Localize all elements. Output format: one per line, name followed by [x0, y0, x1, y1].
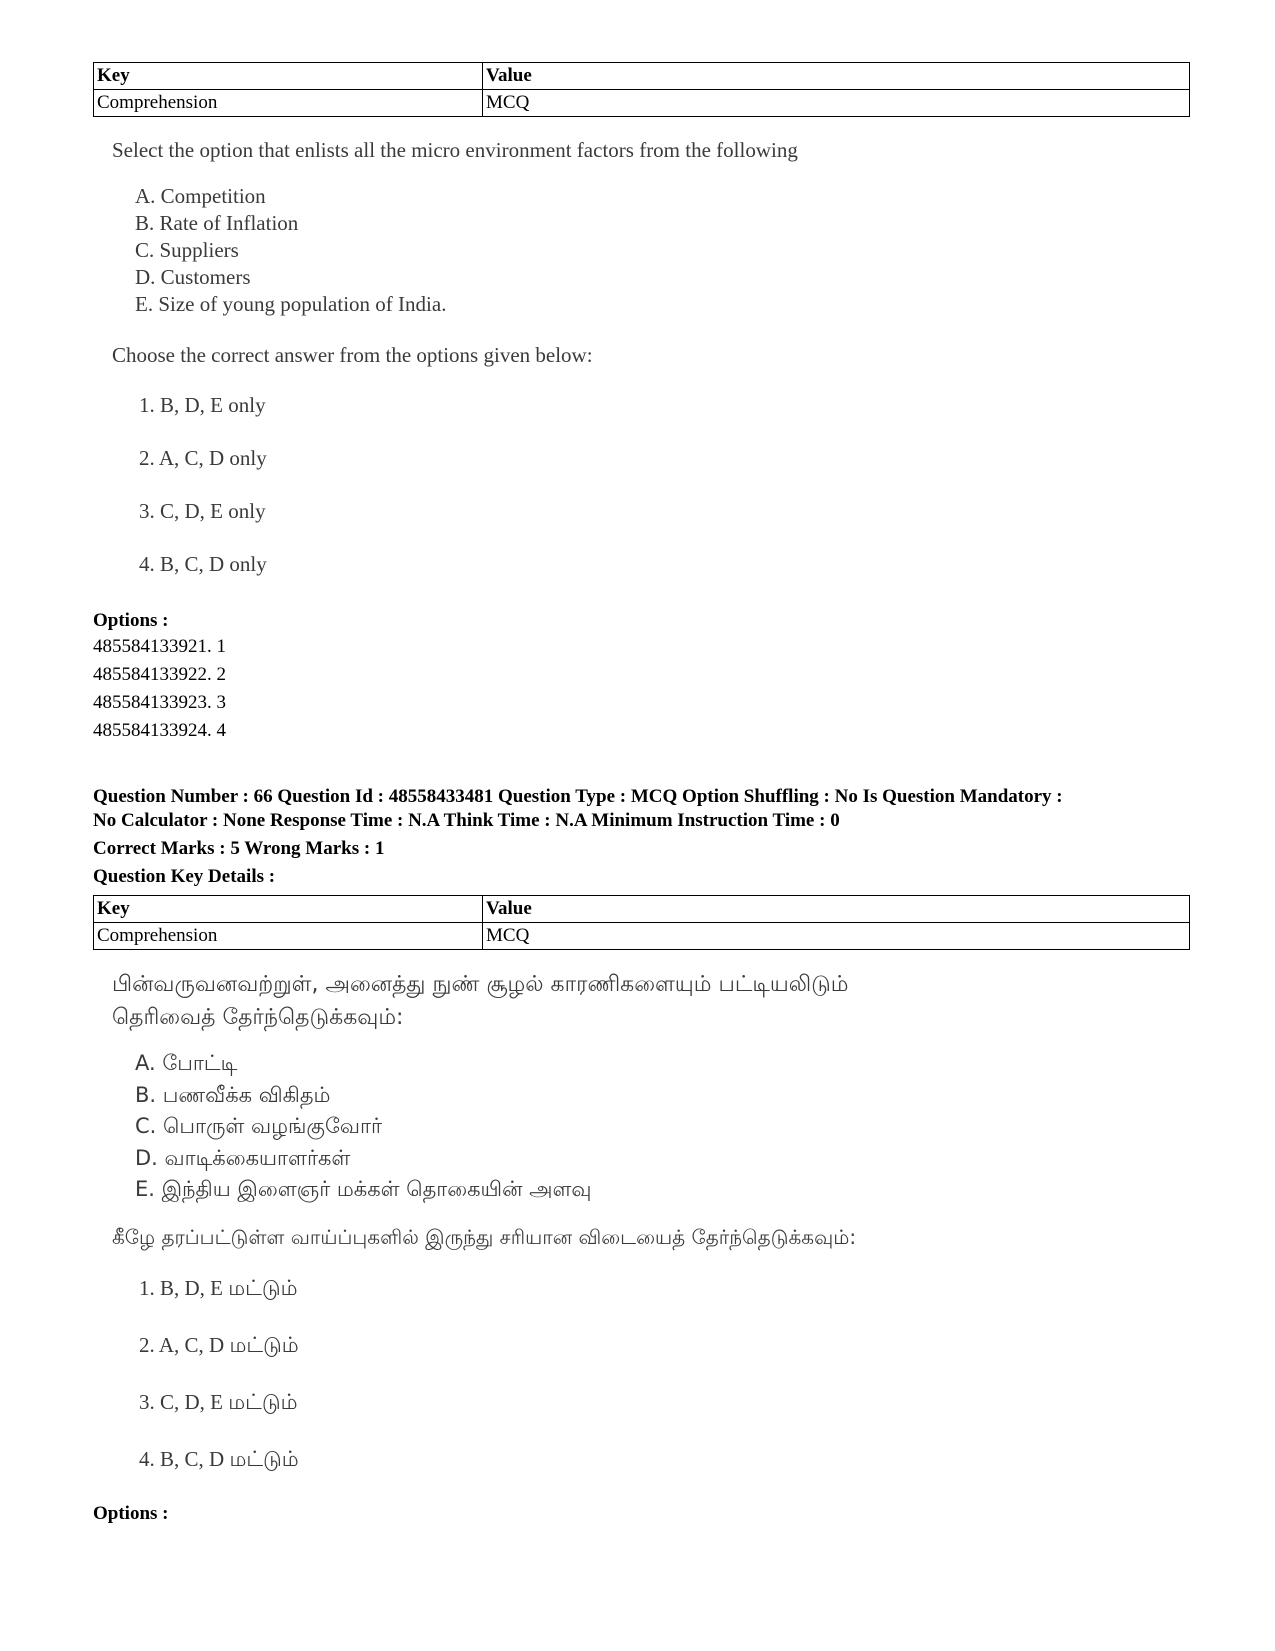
answer-choice: [139, 1374, 1190, 1431]
question-stem: [112, 968, 1190, 1034]
statement-item: E. Size of young population of India.: [135, 292, 447, 316]
statement-item: B. பணவீக்க விகிதம்: [135, 1082, 331, 1107]
statement-item: C. பொருள் வழங்குவோர்: [135, 1114, 382, 1138]
question-stem-line: பின்வருவனவற்றுள், அனைத்து நுண் சூழல் காரணிகளையும் பட்டியலிடும்: [112, 972, 849, 997]
answer-choice: 4. B, C, D only: [139, 552, 267, 576]
marks-line: Correct Marks : 5 Wrong Marks : 1: [93, 838, 385, 859]
question-meta-line: Question Number : 66 Question Id : 48558433481 Question Type : MCQ Option Shuffling : No Is Question Mandatory :: [93, 786, 1063, 807]
answer-choice: [139, 1260, 1190, 1317]
choice-letters: 1. B, D, E: [139, 1275, 229, 1300]
answer-choice: [139, 1431, 1190, 1488]
table-row: [94, 923, 1190, 950]
key-cell: Comprehension: [94, 90, 483, 117]
table-header-row: [94, 896, 1190, 923]
option-id-list: [93, 633, 1190, 745]
choice-letters: 4. B, C, D: [139, 1446, 230, 1471]
key-cell: Comprehension: [94, 923, 483, 950]
option-id-item: 485584133922. 2: [93, 664, 226, 685]
value-cell: MCQ: [483, 923, 1190, 950]
question-meta-line: No Calculator : None Response Time : N.A Think Time : N.A Minimum Instruction Time : 0: [93, 810, 840, 831]
option-id-item: 485584133921. 1: [93, 636, 226, 657]
question-paper-page: [93, 62, 1190, 1526]
answer-choice: 3. C, D, E only: [139, 499, 266, 523]
statement-item: A. Competition: [135, 184, 266, 208]
statement-item: A. போட்டி: [135, 1051, 238, 1075]
choice-suffix: மட்டும்: [228, 1389, 298, 1414]
question-instruction: கீழே தரப்பட்டுள்ள வாய்ப்புகளில் இருந்து சரியான விடையைத் தேர்ந்தெடுக்கவும்:: [112, 1224, 857, 1249]
statement-item: D. Customers: [135, 265, 251, 289]
table-header-row: [94, 63, 1190, 90]
question-key-table: [93, 895, 1190, 950]
key-header: Key: [94, 63, 483, 90]
answer-choice-list: [93, 379, 1190, 591]
table-row: [94, 90, 1190, 117]
key-header: Key: [94, 896, 483, 923]
value-header: Value: [483, 63, 1190, 90]
question-stem-line: தெரிவைத் தேர்ந்தெடுக்கவும்:: [112, 1005, 404, 1030]
option-id-item: 485584133923. 3: [93, 692, 226, 713]
question-english: [93, 137, 1190, 591]
statement-list: [135, 1048, 1190, 1206]
question-meta: [93, 785, 1190, 889]
statement-item: E. இந்திய இளைஞர் மக்கள் தொகையின் அளவு: [135, 1177, 592, 1201]
option-id-item: 485584133924. 4: [93, 720, 226, 741]
value-cell: MCQ: [483, 90, 1190, 117]
statement-item: D. வாடிக்கையாளர்கள்: [135, 1145, 351, 1170]
statement-list: [135, 183, 1190, 318]
question-instruction: Choose the correct answer from the options given below:: [112, 343, 593, 367]
choice-suffix: மட்டும்: [229, 1446, 299, 1471]
choice-letters: 3. C, D, E: [139, 1389, 229, 1414]
answer-choice-list: [93, 1260, 1190, 1488]
statement-item: C. Suppliers: [135, 238, 239, 262]
choice-letters: 2. A, C, D: [139, 1332, 230, 1357]
question-stem: Select the option that enlists all the micro environment factors from the following: [112, 138, 798, 162]
answer-choice: 2. A, C, D only: [139, 446, 267, 470]
answer-choice: [139, 1317, 1190, 1374]
choice-suffix: மட்டும்: [229, 1332, 299, 1357]
value-header: Value: [483, 896, 1190, 923]
answer-choice: 1. B, D, E only: [139, 393, 266, 417]
options-label: Options :: [93, 1502, 169, 1524]
options-label: Options :: [93, 610, 169, 631]
choice-suffix: மட்டும்: [228, 1275, 298, 1300]
key-details-label: Question Key Details :: [93, 866, 276, 887]
statement-item: B. Rate of Inflation: [135, 211, 299, 235]
question-tamil: [93, 968, 1190, 1488]
question-key-table: [93, 62, 1190, 117]
